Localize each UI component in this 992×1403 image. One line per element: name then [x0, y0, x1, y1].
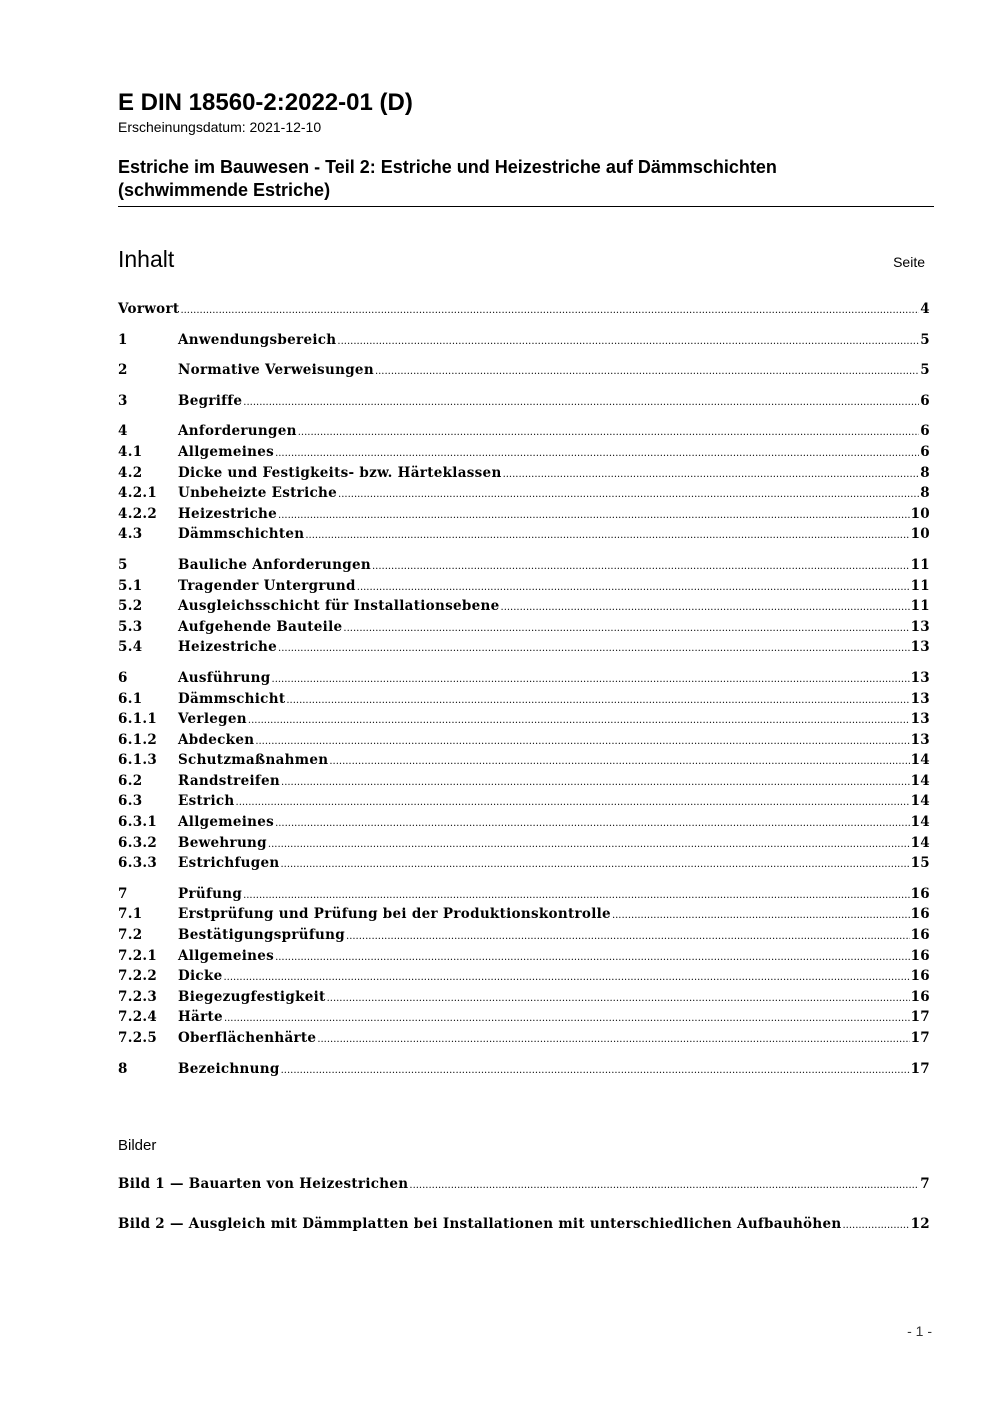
toc-entry[interactable] [118, 948, 930, 969]
toc-entry-page: 14 [910, 814, 930, 831]
toc-entry-number: 6.3.1 [118, 814, 158, 831]
toc-entry-title: Unbeheizte Estriche [178, 485, 338, 502]
toc-entry-number: 4.2.1 [118, 485, 158, 502]
dot-leader [305, 526, 909, 542]
toc-entry-title: Bestätigungsprüfung [178, 927, 346, 944]
toc-entry-number: 6.3.3 [118, 855, 158, 872]
toc-entry-page: 5 [920, 331, 930, 348]
toc-entry-title: Biegezugfestigkeit [178, 988, 326, 1005]
toc-heading: Inhalt [118, 246, 175, 272]
toc-entry[interactable] [118, 752, 930, 773]
toc-entry-title: Allgemeines [178, 443, 275, 460]
dot-leader [248, 711, 910, 727]
toc-entry-number: 4.2.2 [118, 505, 158, 522]
dot-leader [272, 670, 910, 686]
toc-entry-title: Normative Verweisungen [178, 362, 374, 379]
toc-entry-page: 4 [920, 301, 930, 317]
list-of-figures [118, 1176, 930, 1256]
toc-entry-page: 15 [910, 855, 930, 872]
toc-entry-page: 6 [920, 443, 930, 460]
toc-entry-number: 1 [118, 331, 128, 348]
toc-entry[interactable] [118, 526, 930, 547]
toc-entry-title: Begriffe [178, 392, 243, 409]
toc-entry-title: Bauliche Anforderungen [178, 556, 371, 573]
toc-entry[interactable] [118, 732, 930, 753]
toc-entry-title: Verlegen [178, 711, 247, 728]
toc-entry-page: 11 [910, 577, 930, 594]
toc-entry-title: Dämmschichten [178, 526, 305, 543]
toc-page-column-label: Seite [893, 254, 925, 270]
figure-entry-page: 7 [920, 1176, 930, 1192]
toc-entry-page: 16 [910, 988, 930, 1005]
figure-entry[interactable] [118, 1216, 930, 1236]
toc-entry[interactable] [118, 968, 930, 989]
toc-entry-page: 16 [910, 947, 930, 964]
toc-entry-number: 7.2 [118, 927, 143, 944]
toc-entry-title: Estrich [178, 793, 235, 810]
dot-leader [281, 773, 910, 789]
toc-entry-number: 4.1 [118, 443, 143, 460]
dot-leader [255, 732, 909, 748]
dot-leader [281, 1061, 910, 1077]
document-header [118, 88, 934, 202]
toc-entry-title: Anwendungsbereich [178, 331, 337, 348]
toc-entry[interactable] [118, 485, 930, 506]
toc-entry[interactable] [118, 557, 930, 578]
dot-leader [343, 619, 909, 635]
header-divider [118, 206, 934, 207]
toc-entry-number: 5.3 [118, 618, 143, 635]
toc-entry-number: 7 [118, 885, 128, 902]
toc-entry-page: 13 [910, 731, 930, 748]
dot-leader [842, 1216, 909, 1232]
document-title [118, 156, 934, 202]
dot-leader [275, 814, 910, 830]
page-number: - 1 - [907, 1323, 932, 1339]
toc-entry-number: 7.2.1 [118, 947, 158, 964]
toc-entry[interactable] [118, 793, 930, 814]
toc-entry-number: 6.1.2 [118, 731, 158, 748]
document-title-line-2: (schwimmende Estriche) [118, 180, 331, 200]
toc-entry-number: 5.2 [118, 598, 143, 615]
dot-leader [372, 557, 910, 573]
figure-entry-title: Bild 2 — Ausgleich mit Dämmplatten bei Installationen mit unterschiedlichen Aufbauhöhen [118, 1216, 842, 1232]
figure-entry[interactable] [118, 1176, 930, 1196]
dot-leader [501, 598, 910, 614]
toc-entry[interactable] [118, 465, 930, 486]
toc-entry[interactable] [118, 1009, 930, 1030]
toc-entry-page: 6 [920, 392, 930, 409]
toc-entry[interactable] [118, 814, 930, 835]
toc-entry-title: Estrichfugen [178, 855, 280, 872]
toc-entry[interactable] [118, 598, 930, 619]
toc-entry-page: 14 [910, 752, 930, 769]
toc-entry-title: Randstreifen [178, 772, 281, 789]
toc-entry-page: 10 [910, 505, 930, 522]
toc-entry-number: 4.3 [118, 526, 143, 543]
toc-entry[interactable] [118, 362, 930, 383]
toc-entry[interactable] [118, 927, 930, 948]
dot-leader [268, 835, 910, 851]
toc-entry-page: 8 [920, 485, 930, 502]
toc-entry-title: Aufgehende Bauteile [178, 618, 343, 635]
toc-entry-title: Bezeichnung [178, 1060, 280, 1077]
toc-entry-number: 5.1 [118, 577, 143, 594]
toc-entry[interactable] [118, 444, 930, 465]
dot-leader [224, 1009, 910, 1025]
toc-entry-page: 17 [910, 1009, 930, 1026]
toc-entry-title: Dämmschicht [178, 690, 286, 707]
toc-entry[interactable] [118, 639, 930, 660]
toc-entry-number: 5.4 [118, 639, 143, 656]
dot-leader [243, 393, 919, 409]
dot-leader [329, 752, 909, 768]
toc-entry-page: 17 [910, 1060, 930, 1077]
dot-leader [278, 639, 910, 655]
toc-entry[interactable] [118, 691, 930, 712]
toc-entry-number: 5 [118, 556, 128, 573]
dot-leader [338, 485, 919, 501]
toc-entry-number: Vorwort [118, 301, 180, 317]
toc-entry[interactable] [118, 1061, 930, 1082]
toc-entry[interactable] [118, 906, 930, 927]
toc-entry[interactable] [118, 578, 930, 599]
toc-entry[interactable] [118, 332, 930, 353]
toc-entry-title: Ausführung [178, 669, 271, 686]
toc-entry-number: 7.2.3 [118, 988, 158, 1005]
toc-entry-number: 6.1.3 [118, 752, 158, 769]
toc-entry-title: Härte [178, 1009, 223, 1026]
toc-entry-page: 6 [920, 423, 930, 440]
toc-entry-page: 13 [910, 639, 930, 656]
toc-entry[interactable] [118, 393, 930, 414]
toc-entry-title: Heizestriche [178, 639, 278, 656]
toc-entry-number: 6.1 [118, 690, 143, 707]
toc-entry-title: Ausgleichsschicht für Installationsebene [178, 598, 500, 615]
toc-entry-title: Abdecken [178, 731, 255, 748]
dot-leader [317, 1030, 909, 1046]
toc-entry-title: Allgemeines [178, 947, 275, 964]
dot-leader [278, 506, 910, 522]
toc-entry-title: Bewehrung [178, 834, 267, 851]
dot-leader [180, 301, 919, 317]
toc-entry-number: 6.3 [118, 793, 143, 810]
toc-entry-number: 7.1 [118, 906, 143, 923]
toc-entry[interactable] [118, 423, 930, 444]
toc-entry-page: 16 [910, 906, 930, 923]
dot-leader [357, 578, 910, 594]
toc-entry-page: 13 [910, 669, 930, 686]
toc-entry-page: 13 [910, 690, 930, 707]
toc-entry-title: Anforderungen [178, 423, 297, 440]
toc-entry-page: 5 [920, 362, 930, 379]
toc-entry-page: 14 [910, 772, 930, 789]
toc-entry-title: Oberflächenhärte [178, 1030, 317, 1046]
figure-entry-page: 12 [910, 1216, 930, 1232]
toc-entry[interactable] [118, 670, 930, 691]
dot-leader [612, 906, 910, 922]
toc-entry-page: 16 [910, 885, 930, 902]
dot-leader [236, 793, 910, 809]
toc-entry[interactable] [118, 711, 930, 732]
toc-entry[interactable] [118, 1030, 930, 1051]
toc-entry-title: Tragender Untergrund [178, 577, 356, 594]
release-date: Erscheinungsdatum: 2021-12-10 [118, 119, 322, 135]
toc-entry-number: 3 [118, 392, 128, 409]
toc-entry-page: 16 [910, 968, 930, 985]
toc-entry-number: 8 [118, 1060, 128, 1077]
toc-entry-page: 16 [910, 927, 930, 944]
toc-entry-number: 2 [118, 362, 128, 379]
document-title-line-1: Estriche im Bauwesen - Teil 2: Estriche und Heizestriche auf Dämmschichten [118, 157, 777, 177]
toc-entry-title: Dicke und Festigkeits- bzw. Härteklassen [178, 464, 502, 481]
toc-entry[interactable] [118, 773, 930, 794]
toc-entry-number: 6.2 [118, 772, 143, 789]
toc-entry-page: 11 [910, 598, 930, 615]
dot-leader [337, 332, 919, 348]
toc-entry[interactable] [118, 835, 930, 856]
toc-entry-number: 7.2.4 [118, 1009, 158, 1026]
toc-entry-title: Heizestriche [178, 505, 278, 522]
toc-entry[interactable] [118, 506, 930, 527]
toc-entry-number: 7.2.2 [118, 968, 158, 985]
dot-leader [409, 1176, 919, 1192]
dot-leader [503, 465, 920, 481]
dot-leader [298, 423, 920, 439]
toc-entry-title: Prüfung [178, 885, 243, 902]
toc-entry-page: 14 [910, 793, 930, 810]
toc-entry-title: Erstprüfung und Prüfung bei der Produktionskontrolle [178, 906, 611, 923]
dot-leader [327, 989, 910, 1005]
toc-entry-number: 6 [118, 669, 128, 686]
toc-entry-page: 11 [910, 556, 930, 573]
toc-entry-page: 13 [910, 618, 930, 635]
toc-entry-number: 7.2.5 [118, 1030, 158, 1046]
dot-leader [375, 362, 919, 378]
toc-entry[interactable] [118, 301, 930, 322]
dot-leader [224, 968, 910, 984]
toc-entry-number: 6.3.2 [118, 834, 158, 851]
toc-entry[interactable] [118, 886, 930, 907]
dot-leader [280, 855, 909, 871]
toc-entry-title: Dicke [178, 968, 223, 985]
dot-leader [243, 886, 910, 902]
toc-entry[interactable] [118, 619, 930, 640]
toc-entry-page: 14 [910, 834, 930, 851]
toc-entry[interactable] [118, 989, 930, 1010]
dot-leader [275, 948, 910, 964]
document-id: E DIN 18560-2:2022-01 (D) [118, 89, 413, 116]
figures-heading: Bilder [118, 1137, 157, 1154]
toc-entry-page: 13 [910, 711, 930, 728]
toc-entry-page: 17 [910, 1030, 930, 1046]
dot-leader [346, 927, 910, 943]
toc-entry-number: 6.1.1 [118, 711, 158, 728]
toc-entry-number: 4 [118, 423, 128, 440]
toc-entry-title: Allgemeines [178, 814, 275, 831]
dot-leader [275, 444, 919, 460]
table-of-contents [118, 301, 930, 1081]
toc-entry-page: 10 [910, 526, 930, 543]
dot-leader [286, 691, 909, 707]
toc-entry-page: 8 [920, 464, 930, 481]
figure-entry-title: Bild 1 — Bauarten von Heizestrichen [118, 1176, 409, 1192]
toc-entry[interactable] [118, 855, 930, 876]
toc-entry-number: 4.2 [118, 464, 143, 481]
toc-entry-title: Schutzmaßnahmen [178, 752, 329, 769]
